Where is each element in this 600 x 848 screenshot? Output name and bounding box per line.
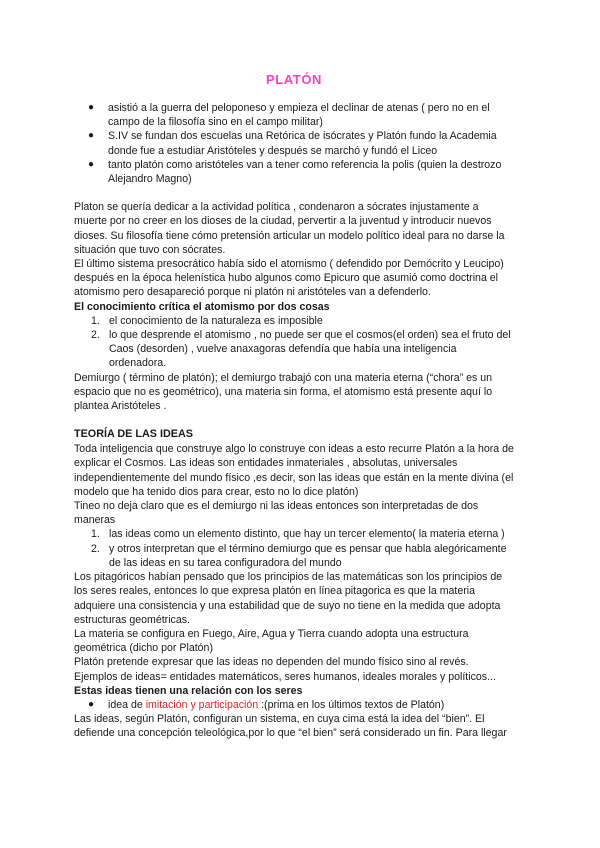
paragraph: El último sistema presocrático había sido el atomismo ( defendido por Demócrito y Leucipo) después en la época helenística hubo algunos como Epicuro que asumió como doctrina el atomismo pero desapareció porque ni platón ni aristóteles van a defenderlo. [74, 258, 504, 299]
paragraph: La materia se configura en Fuego, Aire, Agua y Tierra cuando adopta una estructura geométrica (dicho por Platón) [74, 627, 469, 655]
list-item [74, 328, 514, 371]
bullet-text-after: :(prima en los últimos textos de Platón) [258, 698, 445, 711]
list-text: las ideas como un elemento distinto, que hay un tercer elemento( la materia eterna ) [109, 528, 505, 541]
spacer [74, 413, 514, 427]
list-number: 1. [91, 528, 100, 541]
paragraph: Toda inteligencia que construye algo lo construye con ideas a esto recurre Platón a la hora de explicar el Cosmos. Las ideas son entidades inmateriales , absolutas, universales independientemente del mundo físico ,es decir, son las ideas que están en la mente divina (el modelo que ha tenido dios para crear, esto no lo dice platón) [74, 443, 514, 498]
spacer [74, 186, 514, 200]
list-number: 2. [91, 542, 100, 555]
section-heading: TEORÍA DE LAS IDEAS [74, 428, 193, 441]
list-text: el conocimiento de la naturaleza es imposible [109, 314, 323, 327]
paragraph: Ejemplos de ideas= entidades matemáticos, seres humanos, ideales morales y políticos... [74, 670, 496, 683]
subheading: Estas ideas tienen una relación con los seres [74, 684, 303, 697]
paragraph: Demiurgo ( término de platón); el demiurgo trabajó con una materia eterna (“chora” es un espacio que no es geométrico), una materia sin forma, el atomismo está presente aquí lo plantea Aristóteles . [74, 371, 493, 413]
bullet-text: tanto platón como aristóteles van a tener como referencia la polis (quien la destrozo Alejandro Magno) [108, 158, 502, 186]
numbered-list [74, 527, 514, 570]
intro-bullet-list [74, 101, 514, 186]
paragraph: Las ideas, según Platón, configuran un sistema, en cuya cima está la idea del “bien”. El defiende una concepción teleológica,por lo que “el bien” será considerado un fin. Para llegar [74, 713, 507, 740]
relation-bullet-list [74, 698, 514, 712]
list-number: 1. [91, 314, 100, 327]
bullet-text-before: idea de [108, 698, 146, 711]
bullet-icon: ● [88, 698, 95, 710]
list-item [74, 101, 514, 129]
list-text: y otros interpretan que el término demiurgo que es pensar que habla alegóricamente de las ideas en su tarea configuradora del mundo [109, 542, 507, 569]
bullet-text: asistió a la guerra del peloponeso y empieza el declinar de atenas ( pero no en el campo de la filosofía sino en el campo militar) [108, 102, 490, 129]
numbered-list [74, 314, 514, 371]
list-text: lo que desprende el atomismo , no puede ser que el cosmos(el orden) sea el fruto del Caos (desorden) , vuelve anaxagoras defendía que había una inteligencia ordenadora. [109, 329, 511, 370]
list-number: 2. [91, 329, 100, 342]
bullet-text: S.IV se fundan dos escuelas una Retórica de isócrates y Platón fundo la Academia donde fue a estudiar Aristóteles y después se marchó y fundó el Liceo [108, 130, 497, 157]
list-item [74, 527, 514, 541]
list-item [74, 314, 514, 328]
bullet-icon: ● [88, 130, 95, 142]
paragraph: Tineo no deja claro que es el demiurgo ni las ideas entonces son interpretadas de dos maneras [74, 500, 479, 527]
highlighted-term: imitación y participación [145, 698, 259, 711]
paragraph: Platón pretende expresar que las ideas no dependen del mundo físico sino al revés. [74, 656, 469, 669]
list-item [74, 542, 514, 570]
bullet-icon: ● [88, 102, 95, 113]
paragraph: Platon se quería dedicar a la actividad política , condenaron a sócrates injustamente a muerte por no creer en los dioses de la ciudad, pervertir a la juventud y introducir nuevos dioses. Su filosofía tiene cómo pretensión articular un modelo político ideal para no darse la situación que tuvo con sócrates. [74, 201, 505, 256]
list-item [74, 698, 514, 712]
bullet-icon: ● [88, 158, 95, 170]
subheading: El conocimiento crítica el atomismo por dos cosas [74, 300, 330, 313]
paragraph: Los pitagóricos habían pensado que los principios de las matemáticas son los principios de los seres reales, entonces lo que expresa platón en línea pitagorica es que la materia adquiere una consistencia y una estabilidad que de suyo no tiene en la medida que adopta estructuras geométricas. [74, 571, 503, 626]
page-title: PLATÓN [265, 72, 323, 87]
list-item [74, 129, 514, 157]
list-item [74, 158, 514, 186]
